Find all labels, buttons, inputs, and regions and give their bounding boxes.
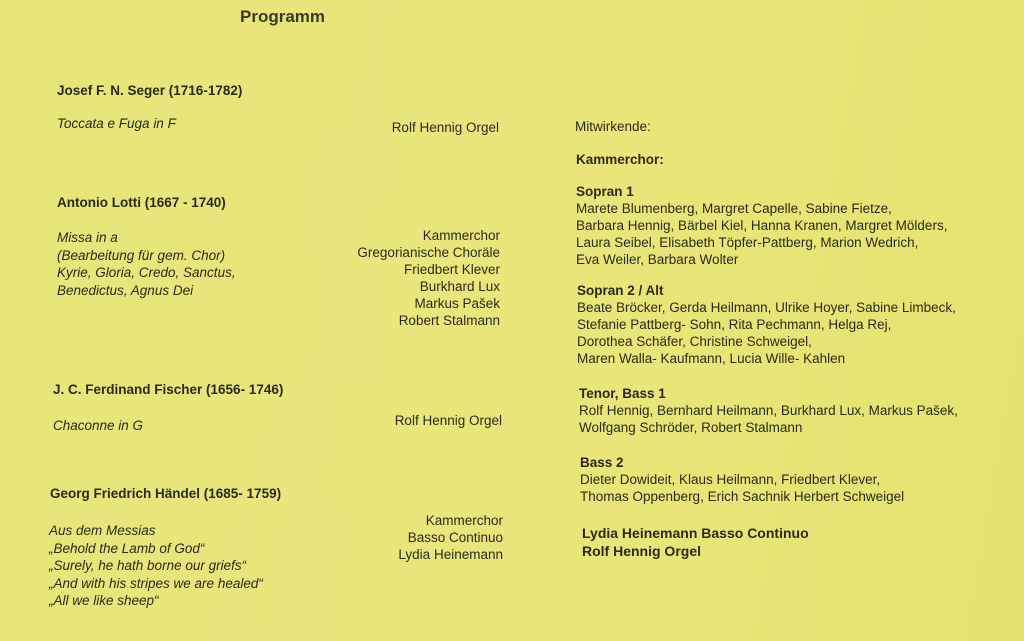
member-line: Laura Seibel, Elisabeth Töpfer-Pattberg, Marion Wedrich, (576, 235, 919, 250)
member-line: Rolf Hennig, Bernhard Heilmann, Burkhard Lux, Markus Pašek, (579, 403, 958, 418)
closing-credits (582, 524, 809, 560)
page-title: Programm (240, 7, 326, 26)
voice-group-heading: Sopran 1 (576, 184, 634, 199)
voice-group-heading: Tenor, Bass 1 (579, 386, 666, 401)
composer-heading: Josef F. N. Seger (1716-1782) (57, 83, 243, 98)
performer: Lydia Heinemann (398, 547, 503, 562)
performer-list (395, 412, 502, 429)
member-line: Dieter Dowideit, Klaus Heilmann, Friedbert Klever, (580, 472, 881, 487)
composer-heading: Antonio Lotti (1667 - 1740) (57, 195, 226, 210)
performer: Rolf Hennig Orgel (391, 120, 499, 135)
performer: Gregorianische Choräle (357, 245, 500, 260)
composer-heading: Georg Friedrich Händel (1685- 1759) (50, 486, 282, 501)
member-line: Barbara Hennig, Bärbel Kiel, Hanna Kranen, Margret Mölders, (576, 218, 948, 233)
work-title (57, 115, 176, 133)
voice-group-bass-2 (580, 454, 904, 505)
closing-line: Rolf Hennig Orgel (582, 543, 701, 559)
performer-list (392, 119, 499, 136)
voice-group-sopran-2-alt (577, 282, 956, 367)
work-line: Missa in a (57, 230, 118, 245)
choir-heading: Kammerchor: (576, 152, 664, 167)
voice-group-tenor-bass-1 (579, 385, 958, 436)
closing-line: Lydia Heinemann Basso Continuo (582, 525, 809, 541)
work-line: Toccata e Fuga in F (57, 116, 176, 131)
member-line: Wolfgang Schröder, Robert Stalmann (579, 420, 803, 435)
work-line: „And with his stripes we are healed“ (49, 575, 263, 591)
composer-heading: J. C. Ferdinand Fischer (1656- 1746) (53, 382, 284, 397)
voice-group-heading: Bass 2 (580, 455, 624, 470)
work-line: Benedictus, Agnus Dei (57, 282, 194, 298)
member-line: Eva Weiler, Barbara Wolter (576, 252, 739, 267)
performer: Friedbert Klever (403, 262, 500, 277)
member-line: Maren Walla- Kaufmann, Lucia Wille- Kahlen (577, 351, 846, 366)
work-line: Chaconne in G (53, 418, 144, 433)
performer: Burkhard Lux (419, 279, 500, 294)
performer: Rolf Hennig Orgel (394, 413, 502, 428)
work-title (57, 229, 236, 299)
member-line: Marete Blumenberg, Margret Capelle, Sabine Fietze, (576, 201, 892, 216)
work-line: „Behold the Lamb of God“ (49, 540, 205, 556)
work-line: „All we like sheep“ (49, 593, 159, 608)
participants-label: Mitwirkende: (575, 119, 651, 134)
performer: Kammerchor (422, 228, 500, 243)
voice-group-sopran-1 (576, 183, 947, 268)
member-line: Dorothea Schäfer, Christine Schweigel, (577, 334, 812, 349)
performer-list (398, 512, 503, 563)
member-line: Stefanie Pattberg- Sohn, Rita Pechmann, Helga Rej, (577, 317, 892, 332)
work-line: Kyrie, Gloria, Credo, Sanctus, (57, 265, 236, 280)
voice-group-heading: Sopran 2 / Alt (577, 283, 664, 298)
work-line: (Bearbeitung für gem. Chor) (57, 247, 226, 263)
performer: Kammerchor (425, 513, 503, 528)
member-line: Beate Bröcker, Gerda Heilmann, Ulrike Hoyer, Sabine Limbeck, (577, 300, 956, 315)
work-line: Aus dem Messias (49, 523, 156, 538)
performer: Basso Continuo (407, 530, 503, 545)
work-line: „Surely, he hath borne our griefs“ (49, 558, 247, 573)
performer: Markus Pašek (414, 296, 500, 311)
performer-list (357, 227, 500, 329)
work-title (53, 417, 143, 435)
performer: Robert Stalmann (398, 313, 500, 328)
member-line: Thomas Oppenberg, Erich Sachnik Herbert Schweigel (580, 489, 905, 504)
work-title (49, 522, 263, 610)
